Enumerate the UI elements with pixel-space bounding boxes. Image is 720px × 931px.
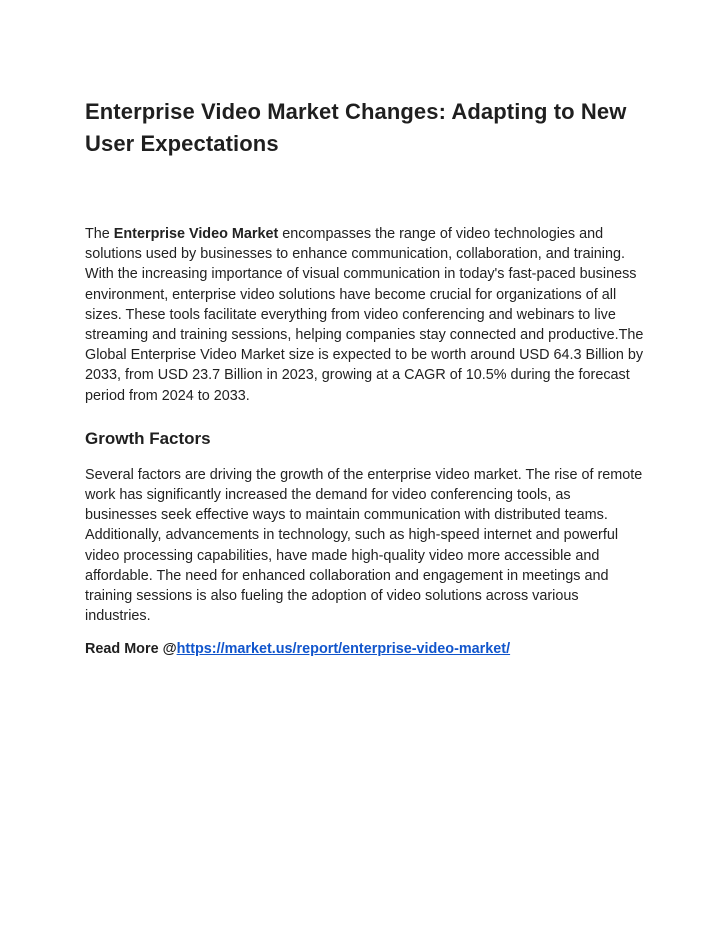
intro-bold-term: Enterprise Video Market xyxy=(113,226,279,242)
page-title: Enterprise Video Market Changes: Adapting to New User Expectations xyxy=(85,99,627,156)
intro-prefix: The xyxy=(85,226,114,242)
growth-factors-heading: Growth Factors xyxy=(85,428,211,448)
read-more-label: Read More @ xyxy=(85,641,177,658)
growth-factors-paragraph: Several factors are driving the growth of the enterprise video market. The rise of remote work has significantly increased the demand for video conferencing tools, as businesses seek effective ways to maintain communication with distributed teams. Additionally, advancements in technology, such as high-speed internet and powerful video processing capabilities, have made high-quality video more accessible and affordable. The need for enhanced collaboration and engagement in meetings and training sessions is also fueling the adoption of video solutions across various industries. xyxy=(85,466,643,625)
document-page xyxy=(85,96,645,659)
intro-paragraph xyxy=(85,224,645,406)
read-more-link[interactable]: https://market.us/report/enterprise-video-market/ xyxy=(176,641,511,658)
read-more-line xyxy=(85,639,645,659)
intro-text: encompasses the range of video technologies and solutions used by businesses to enhance communication, collaboration, and training. With the increasing importance of visual communication in today's fast-paced business environment, enterprise video solutions have become crucial for organizations of all sizes. These tools facilitate everything from video conferencing and webinars to live streaming and training sessions, helping companies stay connected and productive.The Global Enterprise Video Market size is expected to be worth around USD 64.3 Billion by 2033, from USD 23.7 Billion in 2023, growing at a CAGR of 10.5% during the forecast period from 2024 to 2033. xyxy=(85,226,644,404)
